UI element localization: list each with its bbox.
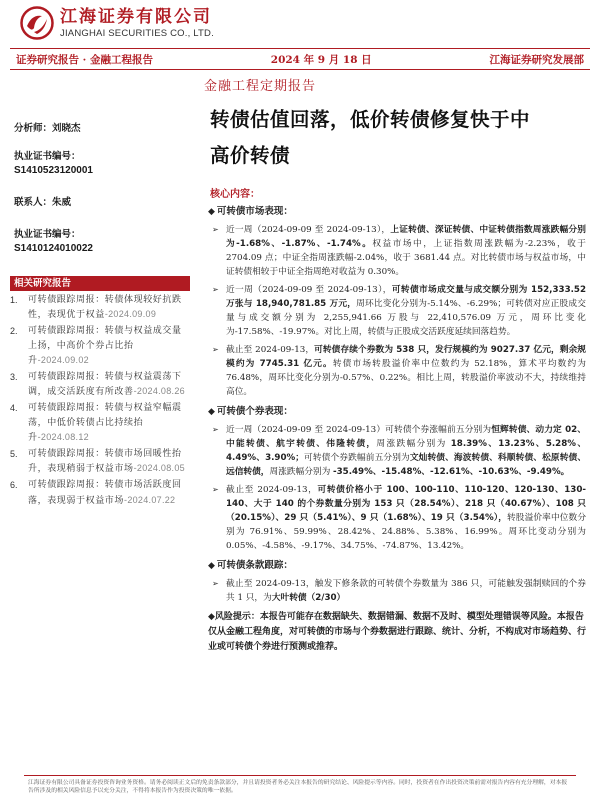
- related-reports-heading: 相关研究报告: [10, 276, 190, 291]
- related-report-title: 可转债跟踪周报：转债市场活跃度回落，表现弱于权益市场: [28, 480, 182, 506]
- cert1-value: S1410523120001: [14, 165, 93, 176]
- bullet-clause-1: ➢ 截止至 2024-09-13，触发下修条款的可转债个券数量为 386 只，可能触发强制赎回的个券共 1 只，为大叶转债（2/30）: [208, 577, 586, 605]
- list-item[interactable]: 6. 可转债跟踪周报：转债市场活跃度回落，表现弱于权益市场-2024.07.22: [10, 480, 182, 506]
- cert2-value: S1410124010022: [14, 243, 93, 254]
- arrow-bullet-icon: ➢: [212, 345, 219, 354]
- analyst-label: 分析师：刘晓杰: [14, 123, 81, 134]
- footer-disclaimer: 江海证券有限公司具备证券投资咨询业务资格。请务必阅读正文后的免责条款部分，并且请投资者务必关注本报告的研究结论、风险提示等内容。同时，投资者在作出投资决策前需对报告内容有充分理解，对本报告所涉及的相关风险信息予以充分关注，不得将本报告作为投资决策的唯一依据。: [28, 780, 568, 794]
- company-name-cn: 江海证券有限公司: [60, 7, 212, 27]
- related-report-date: -2024.08.12: [37, 431, 89, 442]
- header-bar: [10, 48, 590, 70]
- related-report-date: -2024.08.26: [133, 386, 185, 397]
- related-report-date: -2024.09.09: [104, 309, 157, 320]
- diamond-icon: ◆: [208, 561, 215, 571]
- arrow-bullet-icon: ➢: [212, 485, 219, 494]
- bullet-market-3: ➢ 截止至 2024-09-13，可转债存续个券数为 538 只，发行规模约为 9027.37 亿元，剩余规模约为 7745.31 亿元。转债市场转股溢价率中位数约为 52.18%，算术平均数约为 76.48%，周环比变化分别为-0.57%、0.22%。相比上周，转股溢价率波动不大，持续维持高位。: [208, 343, 586, 399]
- diamond-icon: ◆: [208, 207, 215, 217]
- risk-warning: ◆风险提示：本报告可能存在数据缺失、数据错漏、数据不及时、模型处理错误等风险。本报告仅从金融工程角度，对可转债的市场与个券数据进行跟踪、统计、分析，不构成对市场趋势、行业或可转债个券进行预测或推荐。: [208, 612, 587, 652]
- related-report-date: -2024.08.05: [133, 463, 185, 474]
- related-report-title: 可转债跟踪周报：转债与权益成交量上扬，中高价个券占比抬升: [28, 326, 182, 366]
- list-item[interactable]: 2. 可转债跟踪周报：转债与权益成交量上扬，中高价个券占比抬升-2024.09.02: [10, 326, 182, 366]
- arrow-bullet-icon: ➢: [212, 285, 219, 294]
- page-title: 转债估值回落，低价转债修复快于中 高价转债: [210, 108, 531, 167]
- list-item[interactable]: 1. 可转债跟踪周报：转债体现较好抗跌性，表现优于权益-2024.09.09: [10, 295, 182, 321]
- arrow-bullet-icon: ➢: [212, 425, 219, 434]
- report-type: 金融工程定期报告: [204, 79, 317, 94]
- list-item[interactable]: 4. 可转债跟踪周报：转债与权益窄幅震荡，中低价转债占比持续抬升-2024.08.12: [10, 403, 182, 443]
- department-name: 江海证券研究发展部: [489, 53, 584, 66]
- company-logo: [20, 6, 214, 40]
- related-report-date: -2024.07.22: [124, 494, 176, 505]
- list-item[interactable]: 5. 可转债跟踪周报：转债市场回暖性抬升，表现稍弱于权益市场-2024.08.05: [10, 449, 185, 475]
- related-report-date: -2024.09.02: [37, 354, 89, 365]
- bullet-individual-1: ➢ 近一周（2024-09-09 至 2024-09-13）可转债个券涨幅前五分别为恒辉转债、动力定 02、中能转债、航宇转债、伟隆转债，周涨跌幅分别为 18.39%、13.23%、5.28%、4.49%、3.90%；可转债个券跌幅前五分别为文灿转债、海波转债、科顺转债、松原转债、远信转债，周涨跌幅分别为 -35.49%、-15.48%、-12.61%、-10.63%、-9.49%。: [208, 423, 586, 479]
- diamond-icon: ◆: [208, 407, 215, 417]
- contact-label: 联系人：朱威: [14, 197, 72, 208]
- arrow-bullet-icon: ➢: [212, 225, 219, 234]
- section-heading-market: ◆ 可转债市场表现：: [208, 206, 293, 217]
- company-logo-icon: [20, 6, 54, 40]
- related-report-title: 可转债跟踪周报：转债与权益震荡下调，成交活跃度有所改善: [28, 372, 182, 398]
- arrow-bullet-icon: ➢: [212, 579, 219, 588]
- cert1-label: 执业证书编号：: [14, 151, 81, 162]
- related-report-title: 可转债跟踪周报：转债体现较好抗跌性，表现优于权益: [28, 295, 182, 321]
- report-category: 证券研究报告 · 金融工程报告: [16, 53, 153, 66]
- related-report-title: 可转债跟踪周报：转债市场回暖性抬升，表现稍弱于权益市场: [28, 449, 182, 475]
- core-content-heading: 核心内容：: [210, 189, 260, 200]
- core-content: [208, 202, 586, 655]
- related-report-title: 可转债跟踪周报：转债与权益窄幅震荡，中低价转债占比持续抬升: [28, 403, 182, 443]
- related-reports-list: [10, 293, 190, 510]
- bullet-individual-2: ➢ 截止至 2024-09-13，可转债价格小于 100、100-110、110-120、120-130、130-140、大于 140 的个券数量分别为 153 只（28.54%）、218 只（40.67%）、108 只（20.15%）、29 只（5.41%）、9 只（1.68%）、19 只（3.54%），转股溢价率中位数分别为 76.91%、59.99%、28.42%、24.88%、5.38%、16.99%。周环比变动分别为 0.05%、-4.58%、-9.17%、34.75%、-74.87%、13.42%。: [208, 483, 586, 553]
- list-item[interactable]: 3. 可转债跟踪周报：转债与权益震荡下调，成交活跃度有所改善-2024.08.26: [10, 372, 185, 398]
- report-date: 2024 年 9 月 18 日: [270, 53, 372, 66]
- section-heading-clause: ◆ 可转债条款跟踪：: [208, 560, 293, 571]
- company-name-en: JIANGHAI SECURITIES CO., LTD.: [60, 28, 214, 39]
- bullet-market-2: ➢ 近一周（2024-09-09 至 2024-09-13），可转债市场成交量与成交额分别为 152,333.52 万张与 18,940,781.85 万元，周环比变化分别为-5.14%、-6.29%；可转债对应正股成交量与成交额分别为 2,255,941.66 万股与 22,410,576.09 万元，周环比变化为-17.58%、-19.97%。对比上周，转债与正股成交活跃度延续回落趋势。: [208, 283, 586, 339]
- bullet-market-1: ➢ 近一周（2024-09-09 至 2024-09-13），上证转债、深证转债、中证转债指数周涨跌幅分别为-1.68%、-1.87%、-1.74%。权益市场中，上证指数周涨跌幅为-2.23%，收于 2704.09 点；中证全指周涨跌幅-2.04%，收于 3681.44 点。对比转债市场与权益市场，中证转债相较于中证全指周绝对收益为 0.30%。: [208, 223, 586, 279]
- cert2-label: 执业证书编号：: [14, 229, 81, 240]
- section-heading-individual: ◆ 可转债个券表现：: [208, 406, 293, 417]
- footer-divider: [24, 775, 576, 776]
